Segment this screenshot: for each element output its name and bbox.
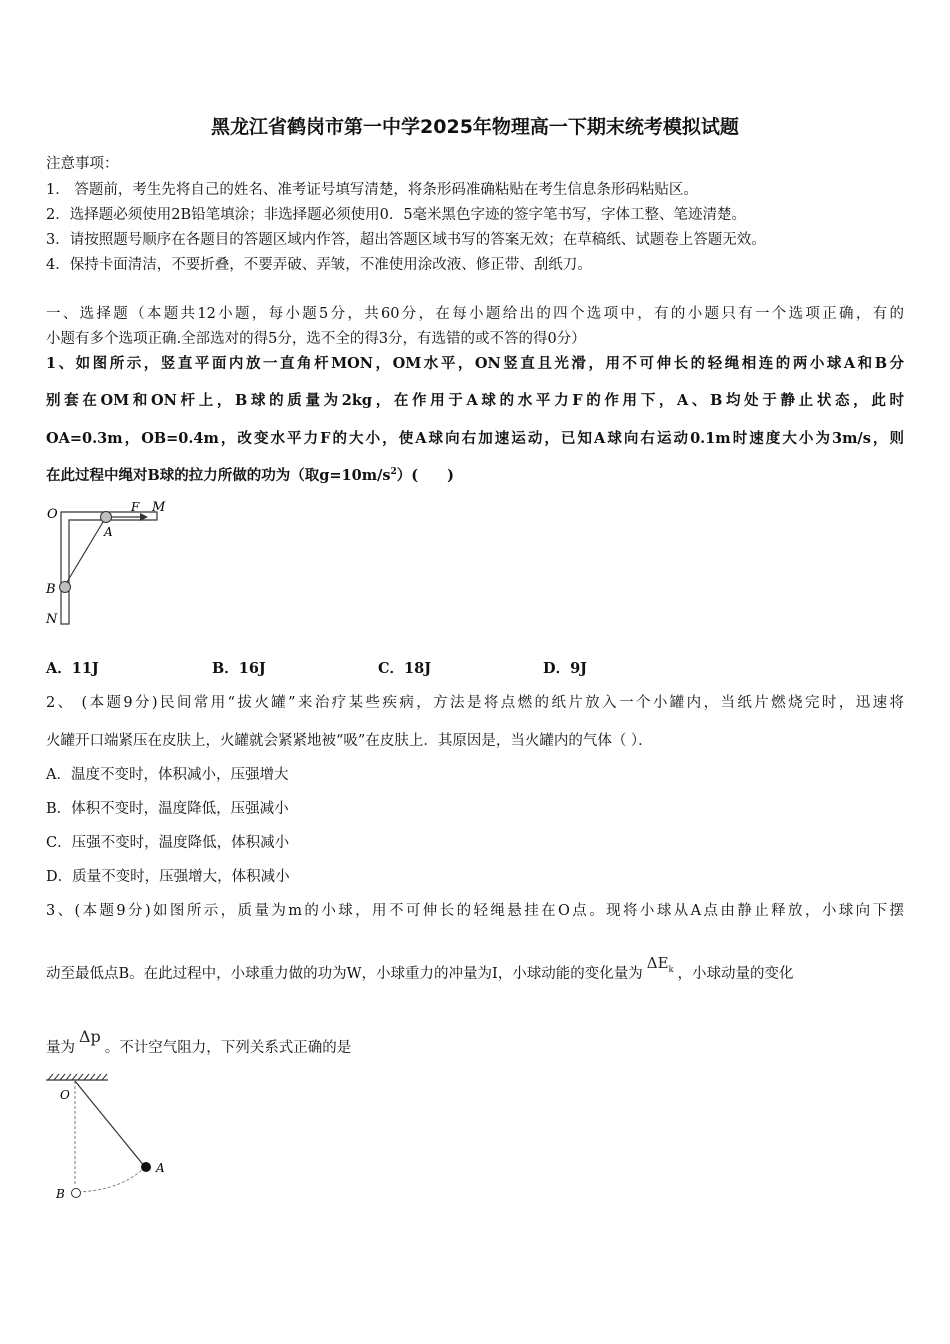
notice-item-4: 4．保持卡面清洁，不要折叠，不要弄破、弄皱，不准使用涂改液、修正带、刮纸刀。 [46, 257, 592, 273]
q3-line-3-text: 量为 [46, 1040, 75, 1056]
q1-option-a: A．11J [46, 660, 99, 677]
swing-arc [78, 1167, 145, 1192]
delta-ek-subscript: k [668, 965, 674, 974]
label-m: M [152, 500, 166, 515]
ball-a [101, 512, 112, 523]
q2-line-1 [46, 691, 904, 712]
notice-item-3: 3．请按照题号顺序在各题目的答题区域内作答，超出答题区域书写的答案无效；在草稿纸、试题卷上答题无效。 [46, 232, 766, 248]
label-o: O [47, 507, 58, 522]
string-line [75, 1081, 145, 1167]
q3-figure-pendulum [44, 1072, 174, 1207]
q1-figure-right-angle-rod [44, 497, 174, 627]
q1-option-d: D．9J [543, 660, 588, 677]
q1-line-4-text: 在此过程中绳对B球的拉力所做的功为（取g=10m/s [46, 467, 391, 484]
label-n: N [46, 612, 58, 627]
q2-option-d: D．质量不变时，压强增大，体积减小 [46, 869, 290, 885]
delta-ek-symbol [647, 954, 674, 972]
q2-line-1-text: 2、 (本题9分)民间常用“拔火罐”来治疗某些疾病，方法是将点燃的纸片放入一个小罐内，当纸片燃烧完时，迅速将 [46, 695, 904, 711]
ball-a [141, 1162, 151, 1172]
label-b: B [56, 1187, 65, 1201]
q1-option-b: B．16J [212, 660, 266, 677]
section-heading-line-2: 小题有多个选项正确.全部选对的得5分，选不全的得3分，有选错的或不答的得0分） [46, 331, 586, 347]
label-a: A [156, 1161, 165, 1175]
q3-line-2-end: ，小球动量的变化 [677, 966, 794, 982]
ceiling-hatch [48, 1074, 107, 1080]
label-b: B [46, 582, 56, 597]
q1-line-2: 别套在OM和ON杆上，B球的质量为2kg，在作用于A球的水平力F的作用下，A、B均处于静止状态，此时 [46, 392, 904, 409]
q1-line-4-end: ）( ) [396, 467, 455, 484]
q3-line-2-text: 动至最低点B。在此过程中，小球重力做的功为W，小球重力的冲量为I，小球动能的变化量为 [46, 966, 643, 982]
q1-option-c: C．18J [378, 660, 432, 677]
notice-item-2: 2．选择题必须使用2B铅笔填涂；非选择题必须使用0．5毫米黑色字迹的签字笔书写，字体工整、笔迹清楚。 [46, 207, 747, 223]
q1-line-4 [46, 464, 454, 485]
q3-line-2 [46, 954, 904, 984]
q1-line-3: OA=0.3m，OB=0.4m，改变水平力F的大小，使A球向右加速运动，已知A球向右运动0.1m时速度大小为3m/s，则 [46, 430, 904, 447]
q3-line-1: 3、(本题9分)如图所示，质量为m的小球，用不可伸长的轻绳悬挂在O点。现将小球从A点由静止释放，小球向下摆 [46, 903, 904, 919]
label-o: O [60, 1088, 70, 1102]
label-f: F [131, 500, 140, 514]
q1-line-1: 1、如图所示，竖直平面内放一直角杆MON，OM水平，ON竖直且光滑，用不可伸长的轻绳相连的两小球A和B分 [46, 355, 904, 372]
q2-option-b: B．体积不变时，温度降低，压强减小 [46, 801, 289, 817]
label-a: A [104, 525, 113, 539]
rope-line [64, 517, 106, 587]
q3-line-3 [46, 1027, 352, 1057]
q2-option-a: A．温度不变时，体积减小，压强增大 [46, 767, 289, 783]
q1-exponent: 2 [390, 467, 397, 478]
q2-option-c: C．压强不变时，温度降低，体积减小 [46, 835, 290, 851]
q2-line-2: 火罐开口端紧压在皮肤上，火罐就会紧紧地被“吸”在皮肤上．其原因是，当火罐内的气体（ ）． [46, 733, 653, 749]
page-title: 黑龙江省鹤岗市第一中学2025年物理高一下期末统考模拟试题 [211, 116, 739, 138]
section-heading-line-1: 一、选择题（本题共12小题，每小题5分，共60分，在每小题给出的四个选项中，有的小题只有一个选项正确，有的 [46, 306, 904, 322]
ball-b [72, 1189, 81, 1198]
notice-heading: 注意事项： [46, 156, 119, 172]
delta-ek-main: ΔE [646, 954, 669, 972]
ball-b [60, 582, 71, 593]
q3-line-3-end: 。不计空气阻力，下列关系式正确的是 [104, 1040, 352, 1056]
delta-p-symbol: Δp [79, 1027, 101, 1046]
notice-item-1: 1． 答题前，考生先将自己的姓名、准考证号填写清楚，将条形码准确粘贴在考生信息条形码粘贴区。 [46, 182, 698, 198]
